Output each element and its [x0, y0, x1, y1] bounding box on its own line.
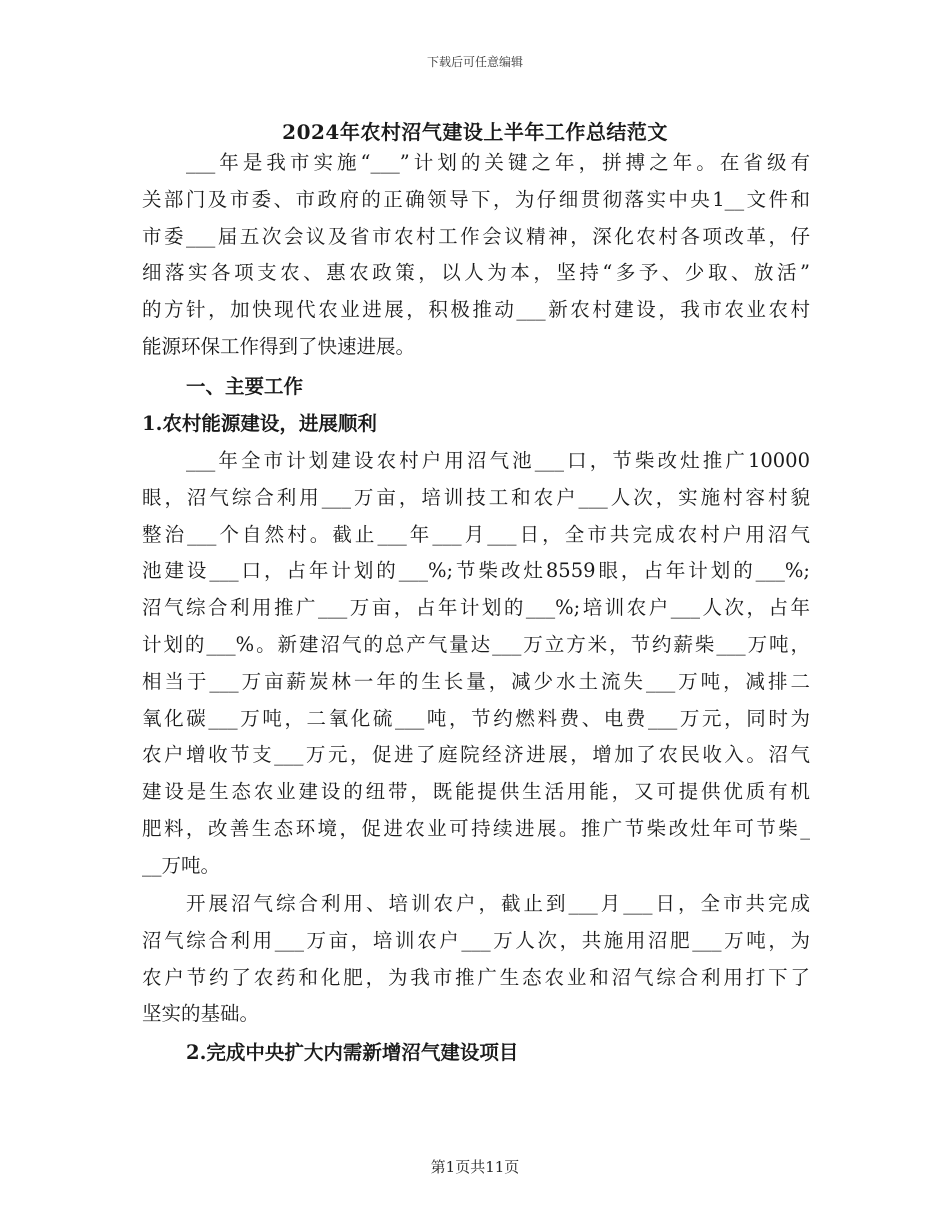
text-line: __万吨。 — [142, 853, 221, 877]
text-line: 开展沼气综合利用、培训农户，截止到___月___日，全市共完成 — [186, 892, 810, 915]
text-line: 沼气综合利用推广___万亩，占年计划的___%;培训农户___人次，占年 — [142, 596, 810, 620]
text-line: ___年全市计划建设农村户用沼气池___口，节柴改灶推广10000 — [186, 449, 810, 472]
text-line: 关部门及市委、市政府的正确领导下，为仔细贯彻落实中央1__文件和 — [142, 187, 810, 211]
text-line: 市委___届五次会议及省市农村工作会议精神，深化农村各项改革，仔 — [142, 224, 810, 248]
text-line: 池建设___口，占年计划的___%;节柴改灶8559眼，占年计划的___%; — [142, 559, 810, 583]
heading-text: 2.完成中央扩大内需新增沼气建设项目 — [186, 1041, 519, 1064]
subsection-heading-energy — [142, 406, 810, 443]
text-line: 整治___个自然村。截止___年___月___日，全市共完成农村户用沼气 — [142, 522, 810, 546]
document-title: 2024年农村沼气建设上半年工作总结范文 — [282, 120, 668, 144]
text-line: 细落实各项支农、惠农政策，以人为本，坚持“多予、少取、放活” — [142, 261, 810, 285]
text-line: 计划的___%。新建沼气的总产气量达___万立方米，节约薪柴___万吨， — [142, 632, 810, 656]
subsection-heading-project — [142, 1035, 810, 1072]
text-line: 农户增收节支___万元，促进了庭院经济进展，增加了农民收入。沼气 — [142, 743, 810, 767]
text-line: 沼气综合利用___万亩，培训农户___万人次，共施用沼肥___万吨，为 — [142, 928, 810, 952]
text-line: 能源环保工作得到了快速进展。 — [142, 334, 416, 358]
paragraph-training — [142, 886, 810, 1033]
page-header: 下载后可任意编辑 — [426, 55, 523, 69]
heading-text: 1.农村能源建设，进展顺利 — [142, 412, 377, 435]
text-line: 农户节约了农药和化肥，为我市推广生态农业和沼气综合利用打下了 — [142, 965, 810, 989]
text-line: 的方针，加快现代农业进展，积极推动___新农村建设，我市农业农村 — [142, 298, 810, 322]
text-line: 肥料，改善生态环境，促进农业可持续进展。推广节柴改灶年可节柴_ — [142, 816, 810, 840]
text-line: 氧化碳___万吨，二氧化硫___吨，节约燃料费、电费___万元，同时为 — [142, 706, 810, 730]
text-line: 坚实的基础。 — [142, 1002, 260, 1026]
text-line: 相当于___万亩薪炭林一年的生长量，减少水土流失___万吨，减排二 — [142, 669, 810, 693]
paragraph-intro — [142, 145, 810, 366]
paragraph-energy-details — [142, 443, 810, 885]
section-heading-main-work — [142, 369, 810, 406]
page-footer: 第1页共11页 — [430, 1158, 520, 1176]
text-line: 眼，沼气综合利用___万亩，培训技工和农户___人次，实施村容村貌 — [142, 485, 810, 509]
text-line: 建设是生态农业建设的纽带，既能提供生活用能，又可提供优质有机 — [142, 780, 810, 804]
text-line: ___年是我市实施“___”计划的关键之年，拼搏之年。在省级有 — [186, 151, 810, 174]
heading-text: 一、主要工作 — [186, 375, 304, 398]
